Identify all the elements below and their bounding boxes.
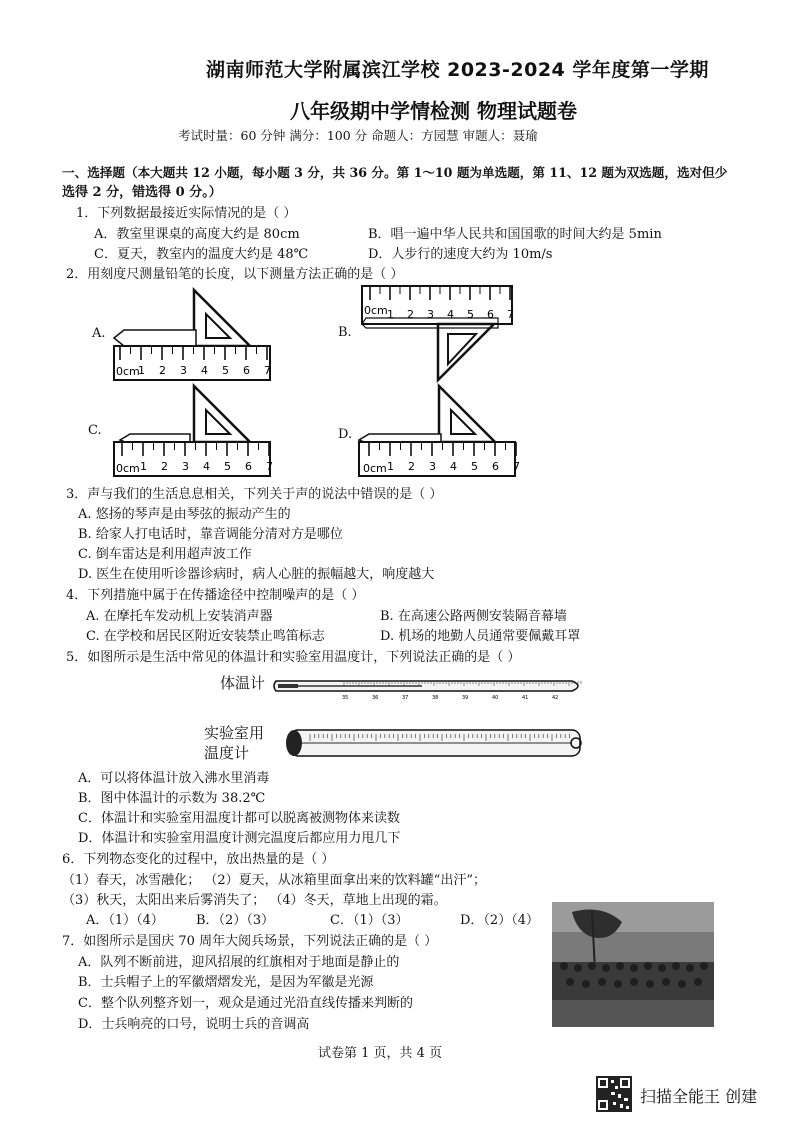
q1-option-d: D．人步行的速度大约为 10m/s <box>368 247 553 262</box>
ruler-tick-label: 7 <box>264 364 271 377</box>
ruler-tick-label: 5 <box>471 460 478 473</box>
q5-option-d: D．体温计和实验室用温度计测完温度后都应用力甩几下 <box>78 831 401 846</box>
q2-figure-a-label: A. <box>92 326 106 341</box>
ruler-tick-label: 2 <box>161 460 168 473</box>
thermometer-tick-label: 37 <box>402 695 409 701</box>
q1-stem: 1．下列数据最接近实际情况的是（ ） <box>76 206 297 221</box>
q2-figure-c <box>110 384 275 480</box>
page-footer: 试卷第 1 页，共 4 页 <box>318 1046 443 1061</box>
q4-stem: 4．下列措施中属于在传播途径中控制噪声的是（ ） <box>66 588 365 603</box>
ruler-tick-label: 4 <box>201 364 208 377</box>
qr-code-icon <box>596 1076 632 1112</box>
q2-figure-c-label: C. <box>88 423 102 438</box>
q5-option-b: B．图中体温计的示数为 38.2℃ <box>78 791 266 806</box>
ruler-tick-label: 6 <box>487 308 494 321</box>
q3-option-c: C. 倒车雷达是利用超声波工作 <box>78 547 252 562</box>
ruler-tick-label: 7 <box>513 460 520 473</box>
ruler-tick-label: 5 <box>222 364 229 377</box>
section-heading-line2: 选得 2 分，错选得 0 分。） <box>62 185 222 200</box>
q3-stem: 3．声与我们的生活息息相关，下列关于声的说法中错误的是（ ） <box>66 487 443 502</box>
q1-option-a: A．教室里课桌的高度大约是 80cm <box>94 227 300 242</box>
ruler-tick-label: 3 <box>429 460 436 473</box>
q5-option-c: C．体温计和实验室用温度计都可以脱离被测物体来读数 <box>78 811 400 826</box>
body-thermometer-label: 体温计 <box>220 674 266 692</box>
ruler-tick-label: 6 <box>245 460 252 473</box>
ruler-unit-label: 0cm <box>363 462 387 475</box>
thermometer-tick-label: 40 <box>492 695 499 701</box>
body-thermometer <box>272 672 592 700</box>
q7-stem: 7．如图所示是国庆 70 周年大阅兵场景，下列说法正确的是（ ） <box>62 934 438 949</box>
ruler-tick-label: 5 <box>224 460 231 473</box>
ruler-tick-label: 4 <box>203 460 210 473</box>
q7-option-a: A．队列不断前进，迎风招展的红旗相对于地面是静止的 <box>78 955 400 970</box>
q6-option-c: C．（1）（3） <box>330 913 409 928</box>
q1-option-b: B．唱一遍中华人民共和国国歌的时间大约是 5min <box>368 227 662 242</box>
q1-option-c: C．夏天，教室内的温度大约是 48℃ <box>94 247 309 262</box>
ruler-tick-label: 2 <box>159 364 166 377</box>
ruler-tick-label: 6 <box>492 460 499 473</box>
ruler-tick-label: 7 <box>507 308 514 321</box>
ruler-tick-label: 1 <box>387 460 394 473</box>
ruler-unit-label: 0cm <box>116 365 140 378</box>
q2-figure-d-label: D. <box>338 427 353 442</box>
q2-figure-b <box>358 284 518 384</box>
q6-option-a: A．（1）（4） <box>86 913 164 928</box>
ruler-tick-label: 2 <box>408 460 415 473</box>
q3-option-d: D. 医生在使用听诊器诊病时，病人心脏的振幅越大，响度越大 <box>78 567 435 582</box>
q7-option-b: B．士兵帽子上的军徽熠熠发光，是因为军徽是光源 <box>78 975 374 990</box>
exam-meta: 考试时量：60 分钟 满分：100 分 命题人：方园慧 审题人：聂瑜 <box>178 128 538 143</box>
ruler-unit-label: 0cm <box>116 462 140 475</box>
q4-option-d: D. 机场的地勤人员通常要佩戴耳罩 <box>380 629 581 644</box>
ruler-tick-label: 1 <box>138 364 145 377</box>
thermometer-tick-label: 38 <box>432 695 439 701</box>
lab-thermometer-label-2: 温度计 <box>204 744 250 762</box>
ruler-tick-label: 7 <box>266 460 273 473</box>
ruler-tick-label: 1 <box>140 460 147 473</box>
ruler-tick-label: 6 <box>243 364 250 377</box>
ruler-tick-label: 4 <box>450 460 457 473</box>
ruler-tick-label: 1 <box>387 308 394 321</box>
scanner-watermark: 扫描全能王 创建 <box>640 1087 758 1106</box>
ruler-tick-label: 3 <box>427 308 434 321</box>
ruler-tick-label: 2 <box>407 308 414 321</box>
q3-option-b: B. 给家人打电话时，靠音调能分清对方是哪位 <box>78 527 343 542</box>
ruler-tick-label: 3 <box>180 364 187 377</box>
q2-figure-b-label: B. <box>338 325 352 340</box>
thermometer-tick-label: 41 <box>522 695 529 701</box>
q2-stem: 2．用刻度尺测量铅笔的长度，以下测量方法正确的是（ ） <box>66 267 404 282</box>
ruler-tick-label: 5 <box>467 308 474 321</box>
q5-option-a: A．可以将体温计放入沸水里消毒 <box>78 771 270 786</box>
q6-option-d: D．（2）（4） <box>460 913 539 928</box>
ruler-tick-label: 4 <box>447 308 454 321</box>
exam-title: 湖南师范大学附属滨江学校 2023-2024 学年度第一学期 <box>206 59 709 81</box>
thermometer-tick-label: 39 <box>462 695 469 701</box>
q4-option-a: A. 在摩托车发动机上安装消声器 <box>86 609 273 624</box>
q6-stem: 6．下列物态变化的过程中，放出热量的是（ ） <box>62 852 335 867</box>
q4-option-b: B. 在高速公路两侧安装隔音幕墙 <box>380 609 567 624</box>
q6-option-b: B．（2）（3） <box>196 913 275 928</box>
q6-item-line1: （1）春天，冰雪融化； （2）夏天，从冰箱里面拿出来的饮料罐“出汗”； <box>62 873 486 888</box>
q3-option-a: A. 悠扬的琴声是由琴弦的振动产生的 <box>78 507 291 522</box>
parade-photo <box>552 902 714 1027</box>
thermometer-tick-label: 36 <box>372 695 379 701</box>
q2-figure-d <box>355 384 520 480</box>
lab-thermometer-label-1: 实验室用 <box>204 724 265 742</box>
exam-subtitle: 八年级期中学情检测 物理试题卷 <box>290 99 577 123</box>
q7-option-c: C．整个队列整齐划一，观众是通过光沿直线传播来判断的 <box>78 996 413 1011</box>
ruler-unit-label: 0cm <box>364 304 388 317</box>
q4-option-c: C. 在学校和居民区附近安装禁止鸣笛标志 <box>86 629 325 644</box>
q7-option-d: D．士兵响亮的口号，说明士兵的音调高 <box>78 1017 310 1032</box>
section-heading-line1: 一、选择题（本大题共 12 小题，每小题 3 分，共 36 分。第 1～10 题为单选题，第 11、12 题为双选题，选对但少 <box>62 165 728 180</box>
q2-figure-a <box>110 288 275 383</box>
lab-thermometer <box>280 726 590 762</box>
q6-item-line2: （3）秋天，太阳出来后雾消失了； （4）冬天，草地上出现的霜。 <box>62 893 447 908</box>
q5-stem: 5．如图所示是生活中常见的体温计和实验室用温度计，下列说法正确的是（ ） <box>66 650 521 665</box>
thermometer-tick-label: 35 <box>342 695 349 701</box>
thermometer-tick-label: 42 <box>552 695 559 701</box>
ruler-tick-label: 3 <box>182 460 189 473</box>
